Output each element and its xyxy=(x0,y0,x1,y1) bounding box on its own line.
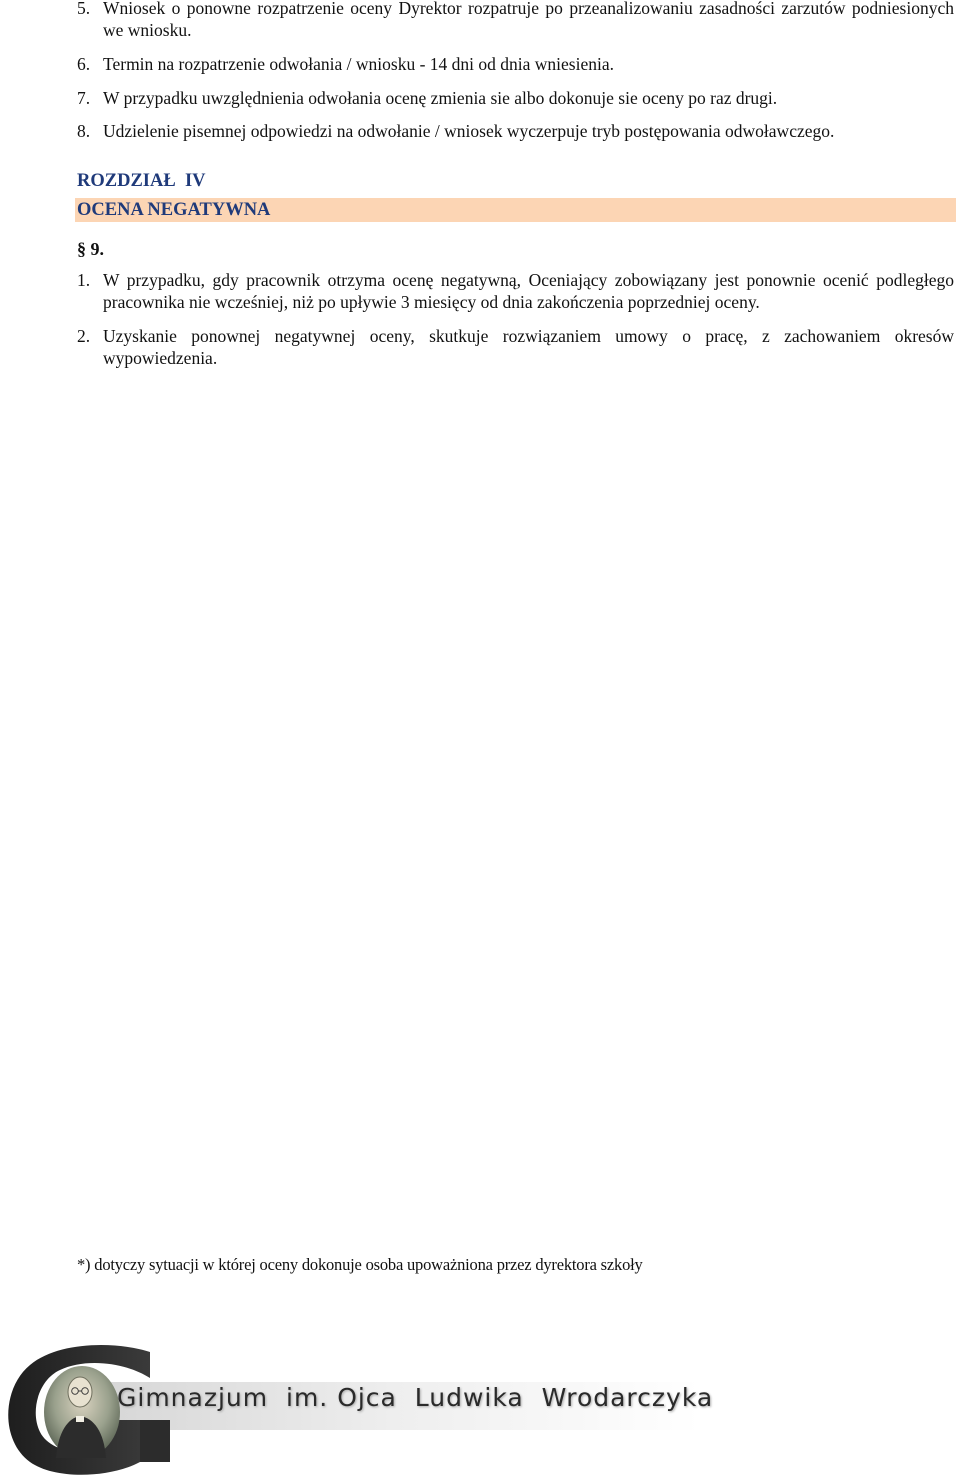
paragraph-mark: § 9. xyxy=(77,239,104,259)
list-number: 6. xyxy=(77,54,91,74)
list-item-s9-1 xyxy=(77,269,954,313)
list-text: Udzielenie pisemnej odpowiedzi na odwołanie / wniosek wyczerpuje tryb postępowania odwoławczego. xyxy=(103,121,835,141)
list-text: Termin na rozpatrzenie odwołania / wniosku - 14 dni od dnia wniesienia. xyxy=(103,54,614,74)
school-name: Gimnazjum im. Ojca Ludwika Wrodarczyka xyxy=(117,1383,714,1412)
list-number: 7. xyxy=(77,88,91,108)
list-item-8 xyxy=(77,120,954,142)
list-number: 2. xyxy=(77,326,91,346)
list-text: W przypadku, gdy pracownik otrzyma ocenę negatywną, Oceniający zobowiązany jest ponownie ocenić podległego pracownika nie wcześniej, niż po upływie 3 miesięcy od dnia zakończenia poprzedniej oceny. xyxy=(103,270,954,312)
chapter-title: OCENA NEGATYWNA xyxy=(77,200,271,220)
list-text: Wniosek o ponowne rozpatrzenie oceny Dyrektor rozpatruje po przeanalizowaniu zasadności zarzutów podniesionych we wniosku. xyxy=(103,0,954,40)
chapter-label: ROZDZIAŁ IV xyxy=(77,171,206,191)
list-item-s9-2 xyxy=(77,325,954,369)
list-item-6 xyxy=(77,53,954,75)
list-item-5 xyxy=(77,0,954,41)
list-text: W przypadku uwzględnienia odwołania ocenę zmienia sie albo dokonuje sie oceny po raz drugi. xyxy=(103,88,778,108)
list-text: Uzyskanie ponownej negatywnej oceny, skutkuje rozwiązaniem umowy o pracę, z zachowaniem okresów wypowiedzenia. xyxy=(103,326,954,368)
list-number: 5. xyxy=(77,0,91,18)
list-item-7 xyxy=(77,87,954,109)
list-number: 1. xyxy=(77,270,91,290)
list-number: 8. xyxy=(77,121,91,141)
footer-logo xyxy=(0,1340,960,1475)
footnote: *) dotyczy sytuacji w której oceny dokonuje osoba upoważniona przez dyrektora szkoły xyxy=(77,1255,643,1274)
